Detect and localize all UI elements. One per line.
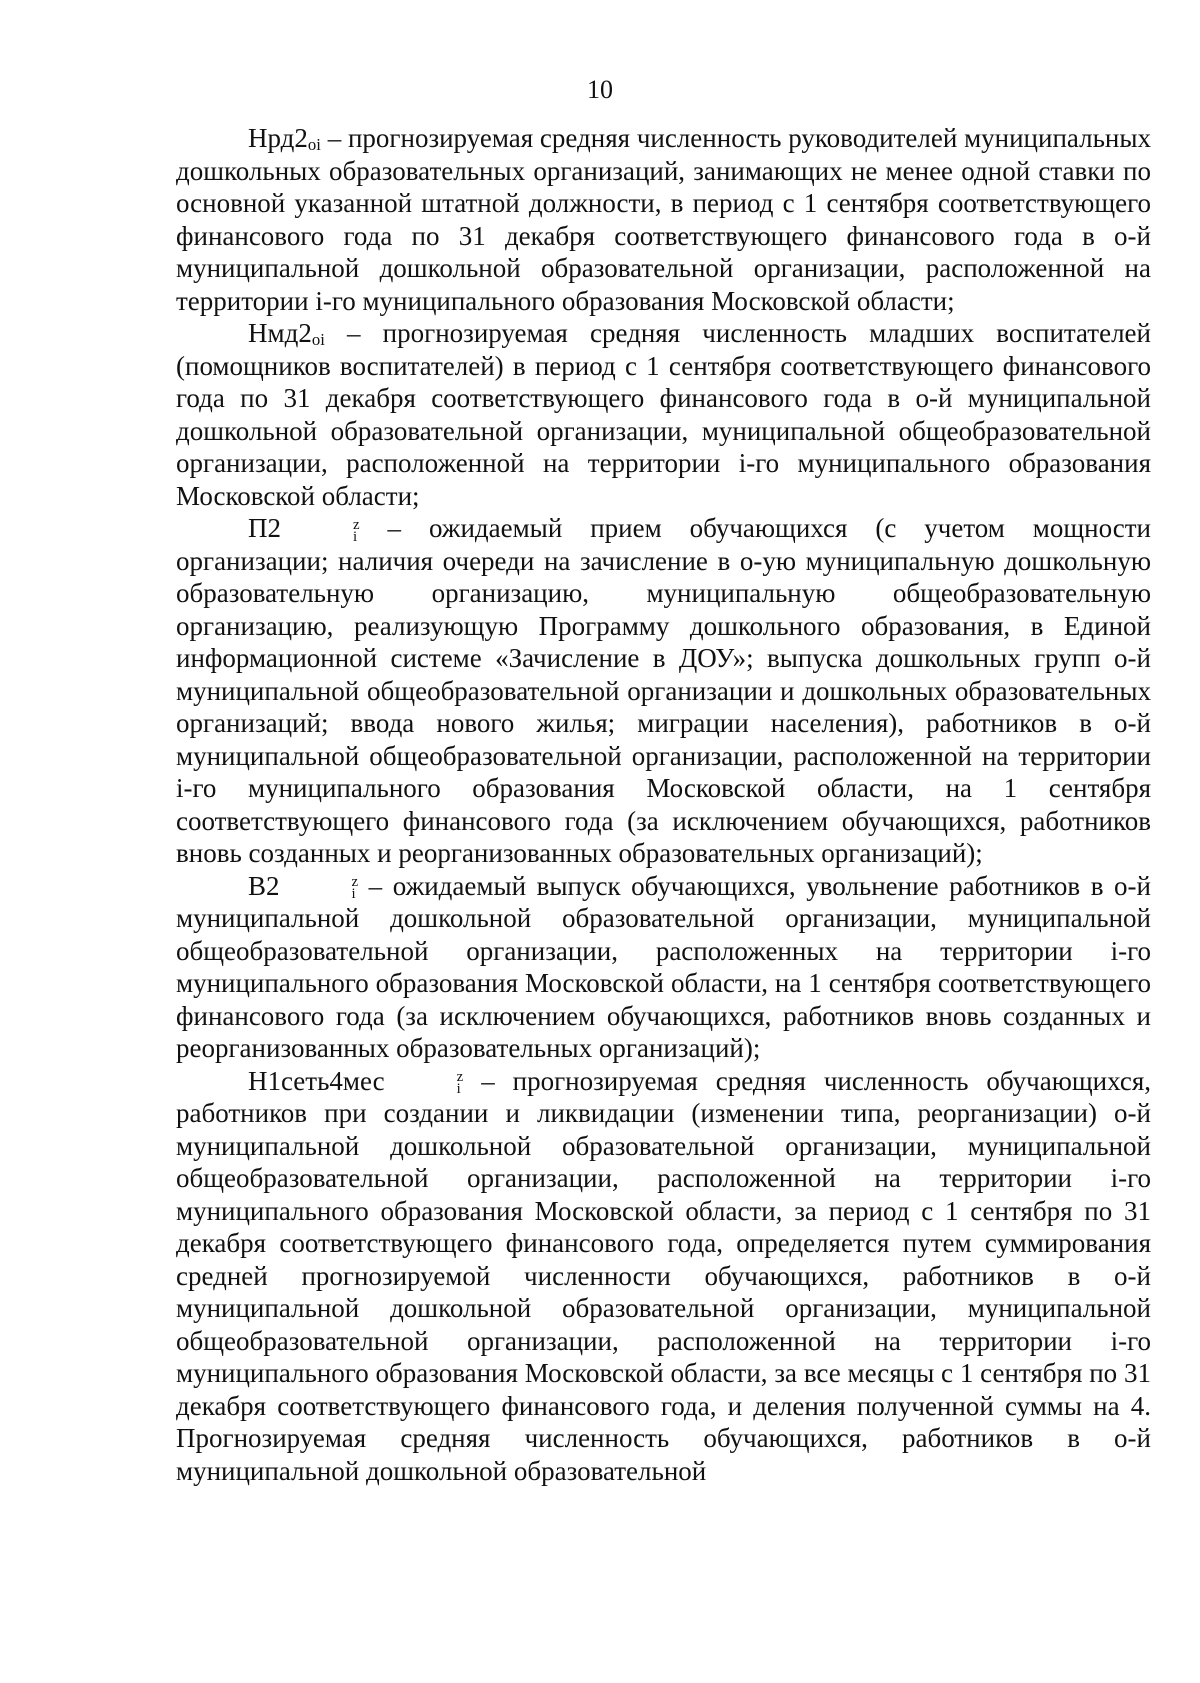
definition-p2	[176, 512, 1151, 870]
formula-symbol: В2 z i	[248, 870, 359, 903]
definition-text: – ожидаемый прием обучающихся (с учетом мощности организации; наличия очереди на зачисление в о-ую муниципальную дошкольную образовательную организацию, муниципальную общеобразовательную организацию, реализующую Программу дошкольного образования, в Единой информационной системе «Зачисление в ДОУ»; выпуска дошкольных групп о-й муниципальной общеобразовательной организации и дошкольных образовательных организаций; ввода нового жилья; миграции населения), работников в о-й муниципальной общеобразовательной организации, расположенной на территории i-го муниципального образования Московской области, на 1 сентября соответствующего финансового года (за исключением обучающихся, работников вновь созданных и реорганизованных образовательных организаций);	[176, 513, 1151, 868]
formula-symbol: Н1сеть4мес z i	[248, 1065, 464, 1098]
definition-nmd2	[176, 317, 1151, 512]
definition-text: – ожидаемый выпуск обучающихся, увольнение работников в о-й муниципальной дошкольной образовательной организации, муниципальной общеобразовательной организации, расположенных на территории i-го муниципального образования Московской области, на 1 сентября соответствующего финансового года (за исключением обучающихся, работников вновь созданных и реорганизованных образовательных организаций);	[176, 870, 1151, 1063]
definition-nrd2	[176, 122, 1151, 317]
formula-symbol: Нрд2оi	[248, 123, 321, 154]
definition-text: – прогнозируемая средняя численность руководителей муниципальных дошкольных образовательных организаций, занимающих не менее одной ставки по основной указанной штатной должности, в период с 1 сентября соответствующего финансового года по 31 декабря соответствующего финансового года в о-й муниципальной дошкольной образовательной организации, расположенной на территории i-го муниципального образования Московской области;	[176, 123, 1151, 316]
formula-symbol: П2 z i	[248, 513, 360, 545]
definition-v2	[176, 870, 1151, 1065]
document-body	[176, 122, 1151, 1487]
definition-text: – прогнозируемая средняя численность обучающихся, работников при создании и ликвидации (изменении типа, реорганизации) о-й муниципальной дошкольной образовательной организации, муниципальной общеобразовательной организации, расположенной на территории i-го муниципального образования Московской области, за период с 1 сентября по 31 декабря соответствующего финансового года, определяется путем суммирования средней прогнозируемой численности обучающихся, работников в о-й муниципальной дошкольной образовательной организации, муниципальной общеобразовательной организации, расположенной на территории i-го муниципального образования Московской области, за все месяцы с 1 сентября по 31 декабря соответствующего финансового года, и деления полученной суммы на 4. Прогнозируемая средняя численность обучающихся, работников в о-й муниципальной дошкольной образовательной	[176, 1065, 1151, 1486]
formula-symbol: Нмд2оi	[248, 318, 325, 349]
page-number: 10	[587, 75, 613, 104]
definition-text: – прогнозируемая средняя численность младших воспитателей (помощников воспитателей) в период с 1 сентября соответствующего финансового года по 31 декабря соответствующего финансового года в о-й муниципальной дошкольной образовательной организации, муниципальной общеобразовательной организации, расположенной на территории i-го муниципального образования Московской области;	[176, 318, 1151, 511]
definition-n1set4mes	[176, 1065, 1151, 1488]
